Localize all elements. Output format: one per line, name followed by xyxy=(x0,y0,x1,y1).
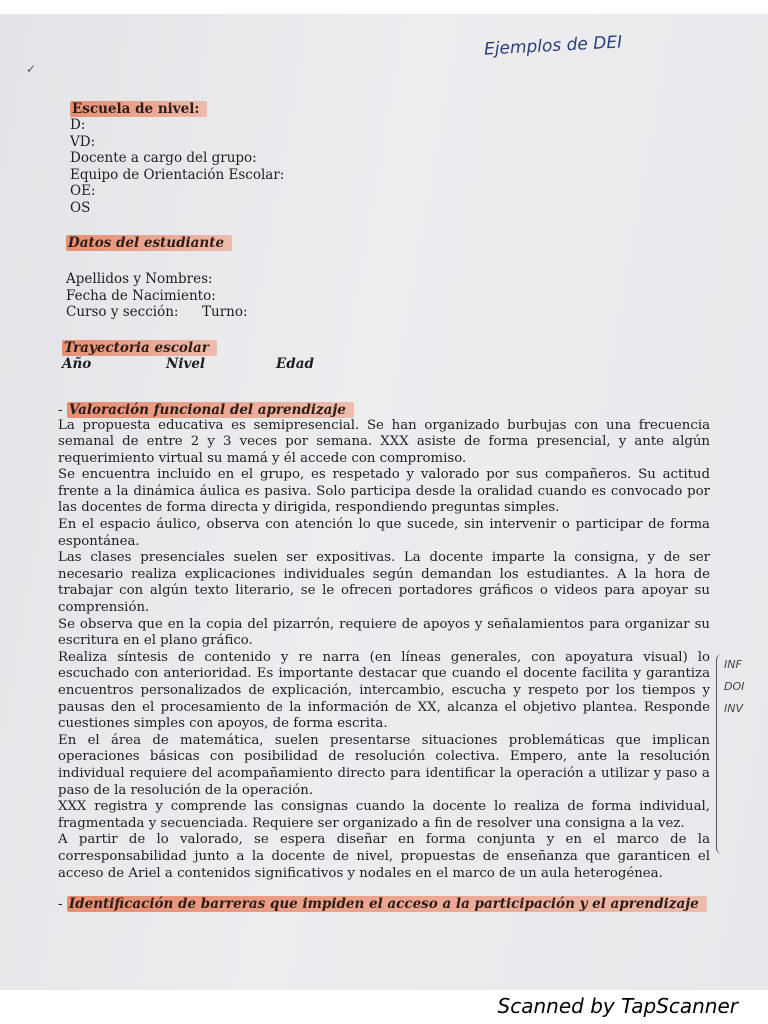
col-edad: Edad xyxy=(276,355,314,372)
scanned-page xyxy=(0,14,768,990)
trayectoria-heading: Trayectoria escolar xyxy=(62,340,217,356)
scanner-watermark: Scanned by TapScanner xyxy=(497,994,738,1018)
trayectoria-columns xyxy=(62,356,710,372)
trayectoria-section xyxy=(62,337,710,372)
field-equipo: Equipo de Orientación Escolar: xyxy=(70,166,285,183)
field-docente: Docente a cargo del grupo: xyxy=(70,150,257,166)
curso-row xyxy=(66,304,710,321)
field-d: D: xyxy=(70,117,86,133)
margin-note: INF xyxy=(724,658,742,671)
valoracion-text xyxy=(58,418,710,883)
paragraph: Se observa que en la copia del pizarrón, requiere de apoyos y señalamientos para organizar su escritura en el plano gráfico. xyxy=(58,616,710,649)
paragraph: Las clases presenciales suelen ser expositivas. La docente imparte la consigna, y de ser necesario realiza explicaciones individuales según demandan los estudiantes. A la hora de trabajar con algún texto literario, se le ofrecen portadores gráficos o videos para apoyar su comprensión. xyxy=(58,550,710,616)
margin-mark: ✓ xyxy=(26,62,37,76)
barreras-heading: Identificación de barreras que impiden el acceso a la participación y el aprendizaje xyxy=(67,896,707,912)
document-body xyxy=(58,98,710,912)
field-vd: VD: xyxy=(70,133,96,150)
margin-note: DOI xyxy=(724,680,745,693)
field-fecha: Fecha de Nacimiento: xyxy=(66,287,216,304)
paragraph: En el espacio áulico, observa con atención lo que sucede, sin intervenir o participar de forma espontánea. xyxy=(58,517,710,549)
margin-notes xyxy=(724,654,744,720)
school-fields xyxy=(70,117,710,216)
student-section xyxy=(66,232,710,321)
field-os: OS xyxy=(70,199,91,216)
col-nivel: Nivel xyxy=(166,355,206,372)
paragraph: XXX registra y comprende las consignas cuando la docente lo realiza de forma individual, fragmentada y secuenciada. Requiere ser organizado a fin de resolver una consigna a la vez. xyxy=(58,799,710,831)
school-heading: Escuela de nivel: xyxy=(70,101,207,117)
field-curso: Curso y sección: xyxy=(66,304,179,320)
field-apellidos: Apellidos y Nombres: xyxy=(66,271,213,287)
paragraph: Se encuentra incluido en el grupo, es respetado y valorado por sus compañeros. Su actitud frente a la dinámica áulica es pasiva. Solo participa desde la oralidad cuando es convocado por las docentes de forma directa y dirigida, respondiendo preguntas simples. xyxy=(58,467,710,516)
valoracion-section: - Valoración funcional del aprendizaje La propuesta educativa es semipresencial. Se han organizado burbujas con una frecuencia semanal de entre 2 y 3 veces por semana. XXX asiste de forma presencial, y ante algún requerimiento virtual su mamá y él accede con compromiso. Se encuentra incluido en el grupo, es respetado y valorado por sus compañeros. Su actitud frente a la dinámica áulica es pasiva. Solo participa desde la oralidad cuando es convocado por las docentes de forma directa y dirigida, respondiendo preguntas simples. En el espacio áulico, observa con atención lo que sucede, sin intervenir o participar de forma espontánea. Las clases presenciales suelen ser expositivas. La docente imparte la consigna, y de ser necesario realiza explicaciones individuales según demandan los estudiantes. A la hora de trabajar con algún texto literario, se le ofrecen portadores gráficos o videos para apoyar su comprensión. Se observa que en la copia del pizarrón, requiere de apoyos y señalamientos para organizar su escritura en el plano gráfico. Realiza síntesis de contenido y re narra (en líneas generales, con apoyatura visual) lo escuchado con anterioridad. Es importante destacar que cuando el docente facilita y garantiza encuentros personalizados de explicación, intercambio, escucha y respeto por los tiempos y pausas den el procesamiento de la información de XX, alcanza el objetivo plantea. Responde cuestiones simples con apoyos, de forma escrita. En el área de matemática, suelen presentarse situaciones problemáticas que implican operaciones básicas con posibilidad de resolución colectiva. Empero, ante la resolución individual requiere del acompañamiento directo para identificar la operación a utilizar y paso a paso de la resolución de la operación. XXX registra y comprende las consignas cuando la docente lo realiza de forma individual, fragmentada y secuenciada. Requiere ser organizado a fin de resolver una consigna a la vez. A partir de lo valorado, se espera diseñar en forma conjunta y en el marco de la corresponsabilidad junto a la docente de nivel, propuestas de enseñanza que garanticen el acceso de Ariel a contenidos significativos y nodales en el marco de un aula heterogénea. xyxy=(58,401,710,881)
school-section xyxy=(70,98,710,216)
barreras-section: - Identificación de barreras que impiden el acceso a la participación y el aprendizaje xyxy=(58,896,710,912)
margin-note: INV xyxy=(724,702,743,715)
field-oe: OE: xyxy=(70,183,96,199)
student-heading: Datos del estudiante xyxy=(66,235,232,251)
paragraph: La propuesta educativa es semipresencial. Se han organizado burbujas con una frecuencia semanal de entre 2 y 3 veces por semana. XXX asiste de forma presencial, y ante algún requerimiento virtual su mamá y él accede con compromiso. xyxy=(58,417,710,466)
paragraph: Realiza síntesis de contenido y re narra (en líneas generales, con apoyatura visual) lo escuchado con anterioridad. Es importante destacar que cuando el docente facilita y garantiza encuentros personalizados de explicación, intercambio, escucha y respeto por los tiempos y pausas den el procesamiento de la información de XX, alcanza el objetivo plantea. Responde cuestiones simples con apoyos, de forma escrita. xyxy=(58,649,710,732)
valoracion-heading: Valoración funcional del aprendizaje xyxy=(67,402,354,418)
handwritten-note: Ejemplos de DEI xyxy=(483,32,623,60)
paragraph: En el área de matemática, suelen presentarse situaciones problemáticas que implican operaciones básicas con posibilidad de resolución colectiva. Empero, ante la resolución individual requiere del acompañamiento directo para identificar la operación a utilizar y paso a paso de la resolución de la operación. xyxy=(58,732,710,798)
field-turno: Turno: xyxy=(202,304,248,320)
col-ano: Año xyxy=(62,355,92,372)
paragraph: A partir de lo valorado, se espera diseñar en forma conjunta y en el marco de la corresponsabilidad junto a la docente de nivel, propuestas de enseñanza que garanticen el acceso de Ariel a contenidos significativos y nodales en el marco de un aula heterogénea. xyxy=(58,832,710,881)
